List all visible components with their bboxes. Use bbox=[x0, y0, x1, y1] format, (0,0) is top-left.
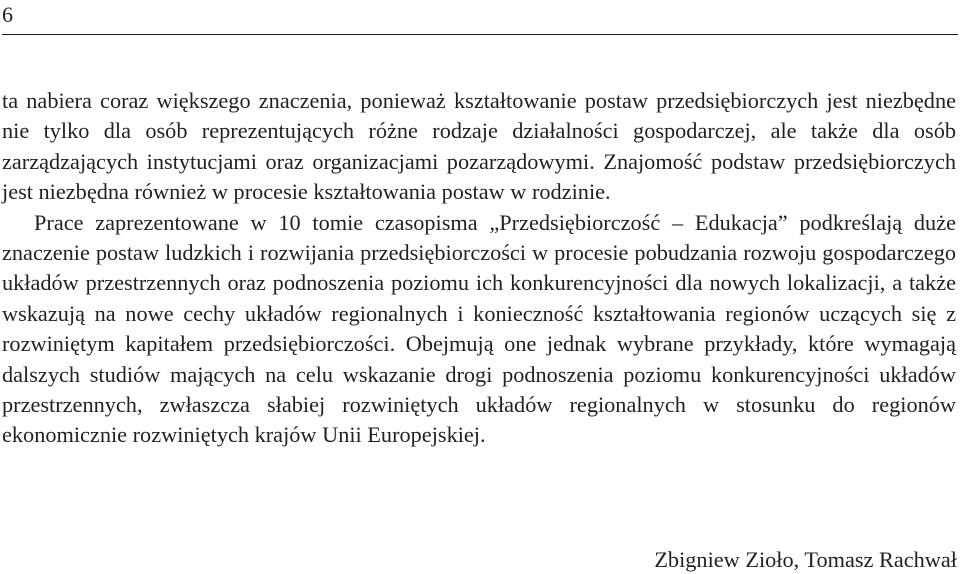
page-number: 6 bbox=[2, 2, 13, 27]
paragraph-2 bbox=[2, 208, 956, 451]
body-text bbox=[2, 86, 956, 451]
author-signature: Zbigniew Zioło, Tomasz Rachwał bbox=[654, 547, 957, 572]
paragraph-1: ta nabiera coraz większego znaczenia, ponieważ kształtowanie postaw przedsiębiorczych jest niezbędne nie tylko dla osób reprezentujących różne rodzaje działalności gospodarczej, ale także dla osób zarządzających instytucjami oraz organizacjami pozarządowymi. Znajomość podstaw przedsiębiorczych jest niezbędna również w procesie kształtowania postaw w rodzinie. bbox=[2, 88, 956, 205]
paragraph-2-text: Prace zaprezentowane w 10 tomie czasopisma „Przedsiębiorczość – Edukacja” podkreślają duże znaczenie postaw ludzkich i rozwijania przedsiębiorczości w procesie pobudzania rozwoju gospodarczego układów przestrzennych oraz podnoszenia poziomu ich konkurencyjności dla nowych lokalizacji, a także wskazują na nowe cechy układów regionalnych i konieczność kształtowania regionów uczących się z rozwiniętym kapitałem przedsiębiorczości. Obejmują one jednak wybrane przykłady, które wymagają dalszych studiów mających na celu wskazanie drogi podnoszenia poziomu konkurencyjności układów przestrzennych, zwłaszcza słabiej rozwiniętych układów regionalnych w stosunku do regionów ekonomicznie rozwiniętych krajów Unii Europejskiej. bbox=[2, 209, 956, 448]
header-divider bbox=[2, 34, 958, 35]
